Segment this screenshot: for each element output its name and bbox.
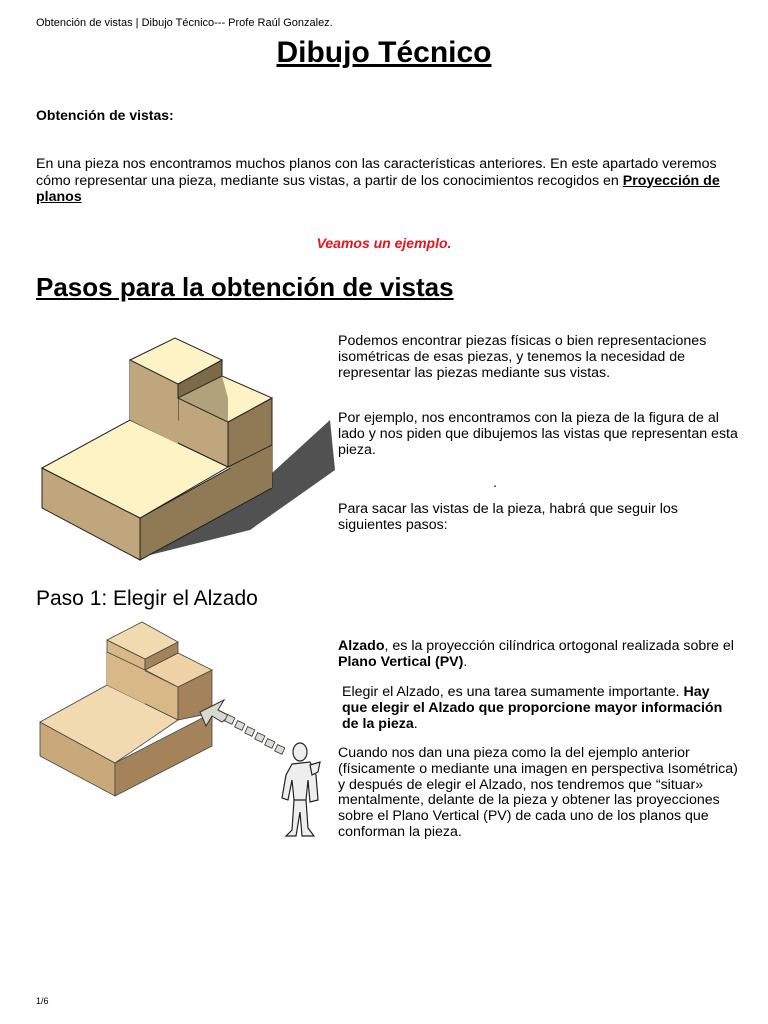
elegir-end: . <box>413 715 418 732</box>
paragraph-elegir-alzado <box>342 685 738 732</box>
section-title: Pasos para la obtención de vistas <box>36 272 454 302</box>
proyeccion-de-planos-link[interactable]: Proyección de planos <box>36 172 720 205</box>
paragraph-cuando-nos-dan: Cuando nos dan una pieza como la del ejemplo anterior (físicamente o mediante una imagen en perspectiva Isométrica) y después de elegir el Alzado, nos tendremos que “situar» mentalmente, delante de la pieza y obtener las proyecciones sobre el Plano Vertical (PV) de cada uno de los planos que conforman la pieza. <box>338 745 738 840</box>
example-link[interactable]: Veamos un ejemplo. <box>316 235 452 251</box>
elegir-emphasis: Hay que elegir el Alzado que proporcione mayor información de la pieza <box>342 684 723 732</box>
page-header: Obtención de vistas | Dibujo Técnico--- Profe Raúl Gonzalez. <box>36 17 333 29</box>
paragraph-alzado-definicion <box>338 639 738 671</box>
page-title: Dibujo Técnico <box>276 36 492 69</box>
step1-title: Paso 1: Elegir el Alzado <box>36 587 258 610</box>
intro-paragraph <box>36 156 736 206</box>
stray-dot: . <box>493 474 497 490</box>
alzado-text: , es la proyección cilíndrica ortogonal realizada sobre el <box>384 638 734 654</box>
elegir-text: Elegir el Alzado, es una tarea sumamente importante. <box>342 684 684 700</box>
subtitle: Obtención de vistas: <box>36 107 174 123</box>
plano-vertical-term: Plano Vertical (PV) <box>338 653 464 670</box>
paragraph-piezas-fisicas: Podemos encontrar piezas físicas o bien representaciones isométricas de esas piezas, y tenemos la necesidad de representar las piezas mediante sus vistas. <box>338 333 707 381</box>
page-number: 1/6 <box>36 996 49 1006</box>
paragraph-por-ejemplo: Por ejemplo, nos encontramos con la pieza de la figura de al lado y nos piden que dibujemos las vistas que representan esta pieza. <box>338 410 738 458</box>
alzado-term: Alzado <box>338 638 385 654</box>
alzado-end: . <box>463 653 468 670</box>
paragraph-pasos: Para sacar las vistas de la pieza, habrá que seguir los siguientes pasos: <box>338 501 678 533</box>
intro-text: En una pieza nos encontramos muchos planos con las características anteriores. En este apartado veremos cómo representar una pieza, mediante sus vistas, a partir de los conocimientos recogidos en <box>36 156 717 189</box>
